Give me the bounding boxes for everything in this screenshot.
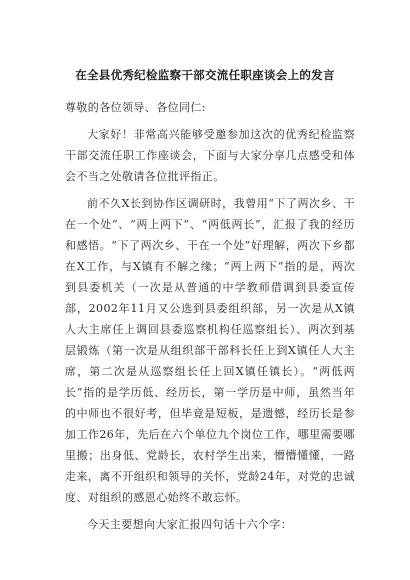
document-title: 在全县优秀纪检监察干部交流任职座谈会上的发言 (75, 68, 335, 82)
paragraph-outline: 今天主要想向大家汇报四句话十六个字： (87, 518, 293, 531)
paragraph-experience: 前不久X长到协作区调研时，我曾用“下了两次乡、干在一个处”、“两上两下”、“两低两长”，汇报了我的经历和感悟。“下了两次乡、干在一个处”好理解，两次下乡都在X工作，与X镇有不解之缘；“两上两下”指的是，两次到县委机关（一次是从普通的中学教师借调到县委宣传部，2002年11月又公选到县委组织部，另一次是从X镇人大主席任上调回县委巡察机构任巡察组长）、两次到基层锻炼（第一次是从组织部干部科长任上到X镇任人大主席，第二次是从巡察组长任上回X镇任镇长）。“两低两长”指的是学历低、经历长，第一学历是中师，虽然当年的中师也不很好考，但毕竟是短板，是遗憾，经历长是参加工作26年，先后在六个单位九个岗位工作，哪里需要哪里搬；出身低、党龄长，农村学生出来，懵懵懂懂，一路走来，离不开组织和领导的关怀，党龄24年，对党的忠诚度、对组织的感恩心始终不敢忘怀。 (65, 197, 355, 504)
salutation: 尊敬的各位领导、各位同仁: (65, 101, 206, 114)
paragraph-greeting: 大家好！非常高兴能够受邀参加这次的优秀纪检监察干部交流任职工作座谈会，下面与大家分享几点感受和体会不当之处敬请各位批评指正。 (65, 128, 355, 183)
document-body (65, 97, 355, 535)
